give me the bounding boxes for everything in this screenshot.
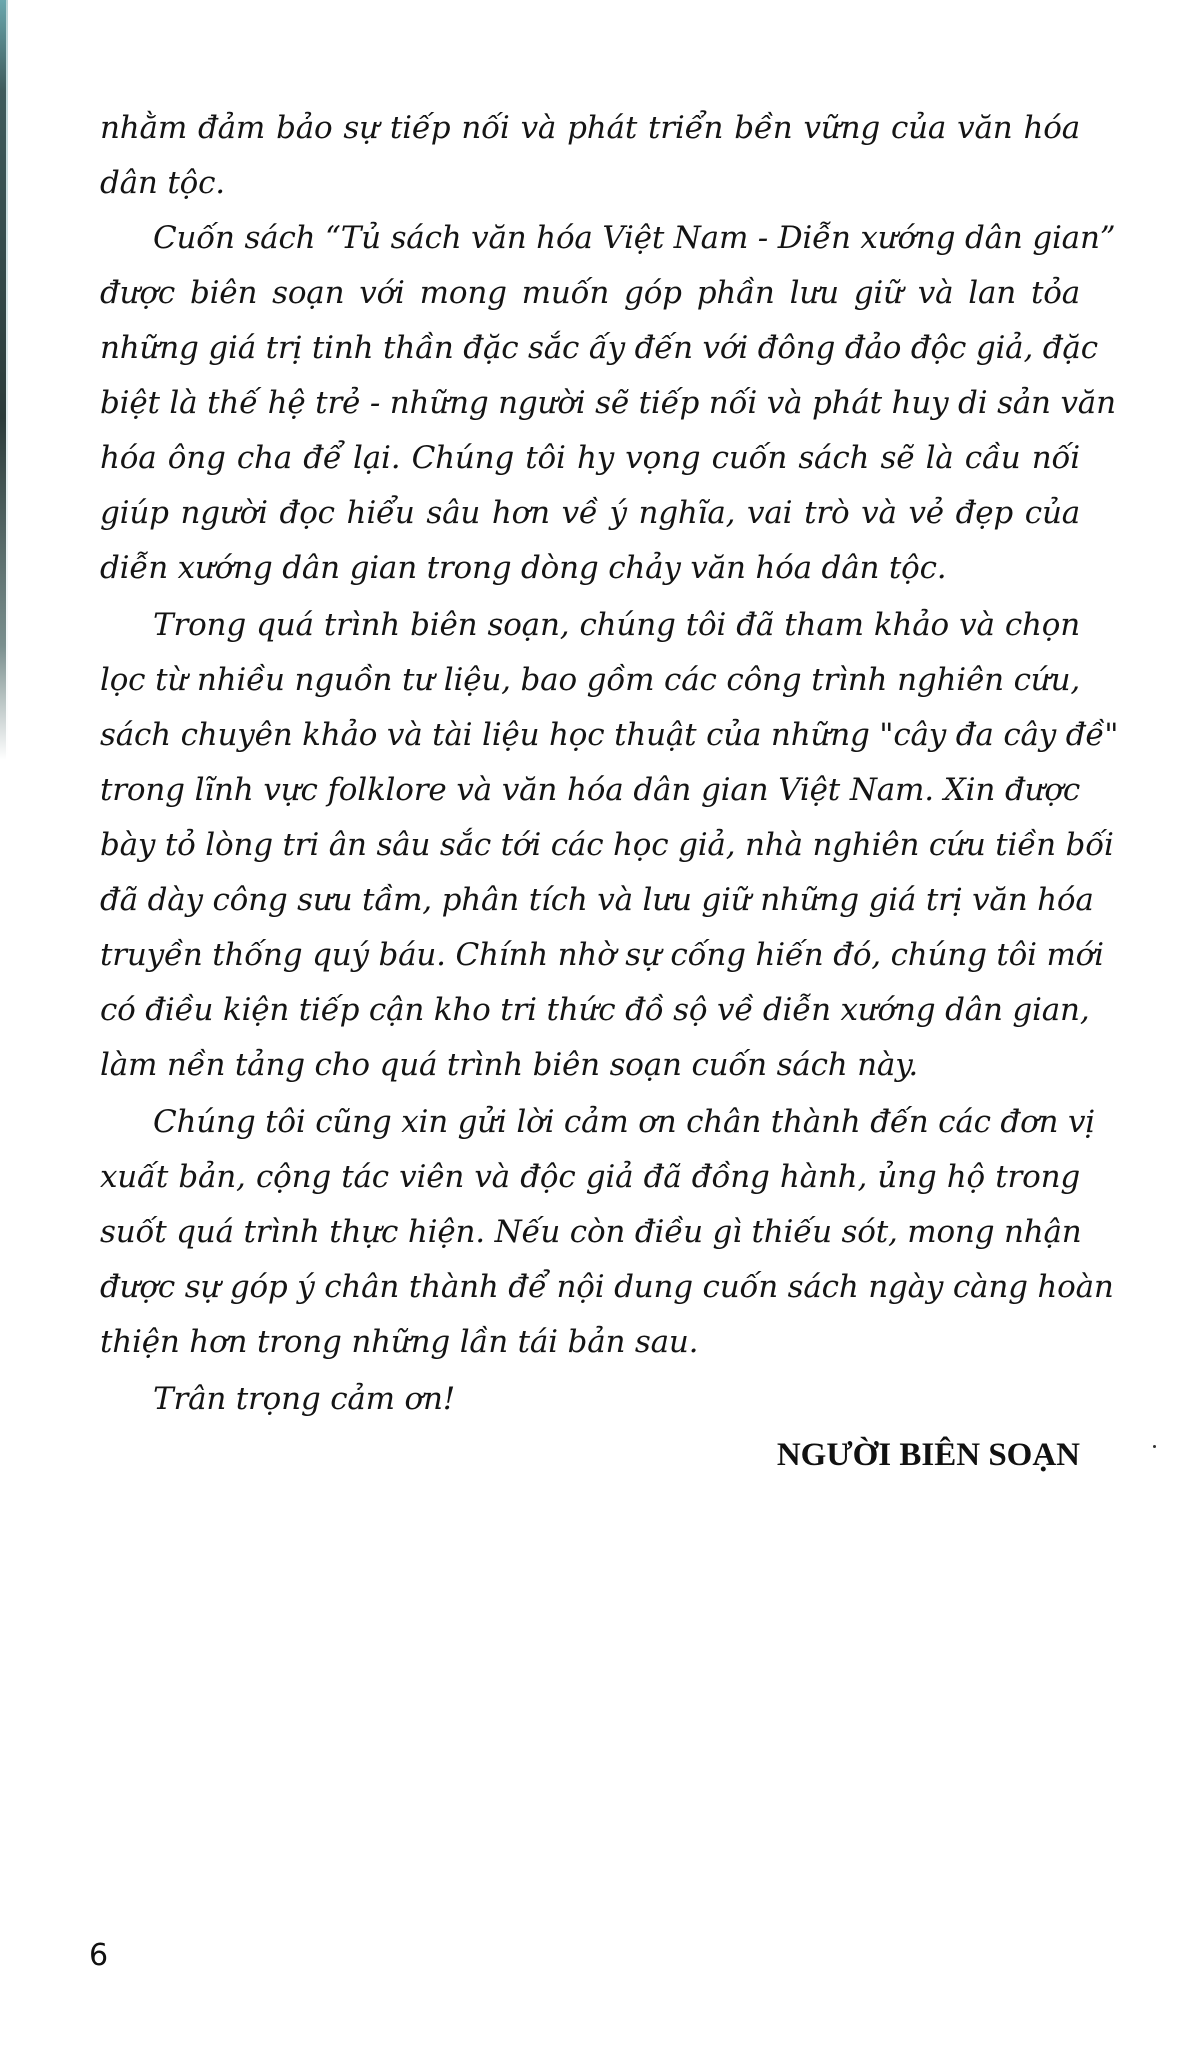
text-line: Trong quá trình biên soạn, chúng tôi đã tham khảo và chọn [153, 607, 1080, 643]
closing-line: Trân trọng cảm ơn! [153, 1381, 455, 1417]
text-line: Chúng tôi cũng xin gửi lời cảm ơn chân thành đến các đơn vị [153, 1104, 1095, 1140]
text-line: dân tộc. [100, 165, 225, 201]
text-line: thiện hơn trong những lần tái bản sau. [100, 1324, 699, 1360]
text-line: nhằm đảm bảo sự tiếp nối và phát triển bền vững của văn hóa [100, 110, 1080, 146]
text-line: biệt là thế hệ trẻ - những người sẽ tiếp nối và phát huy di sản văn [100, 385, 1116, 421]
text-line: hóa ông cha để lại. Chúng tôi hy vọng cuốn sách sẽ là cầu nối [100, 440, 1080, 476]
text-line: làm nền tảng cho quá trình biên soạn cuốn sách này. [100, 1047, 919, 1083]
text-line: có điều kiện tiếp cận kho tri thức đồ sộ về diễn xướng dân gian, [100, 992, 1090, 1028]
text-line: đã dày công sưu tầm, phân tích và lưu giữ những giá trị văn hóa [100, 882, 1094, 918]
text-line: suốt quá trình thực hiện. Nếu còn điều gì thiếu sót, mong nhận [100, 1214, 1082, 1250]
page-number: 6 [89, 1938, 109, 1973]
scan-speck [1153, 1445, 1156, 1448]
text-line: được biên soạn với mong muốn góp phần lưu giữ và lan tỏa [100, 275, 1080, 311]
text-line: lọc từ nhiều nguồn tư liệu, bao gồm các công trình nghiên cứu, [100, 662, 1080, 698]
signature: NGƯỜI BIÊN SOẠN [776, 1437, 1080, 1473]
text-line: Cuốn sách “Tủ sách văn hóa Việt Nam - Diễn xướng dân gian” [153, 220, 1116, 256]
text-line: diễn xướng dân gian trong dòng chảy văn hóa dân tộc. [100, 550, 947, 586]
text-line: bày tỏ lòng tri ân sâu sắc tới các học giả, nhà nghiên cứu tiền bối [100, 827, 1114, 863]
text-line: giúp người đọc hiểu sâu hơn về ý nghĩa, vai trò và vẻ đẹp của [100, 495, 1080, 531]
text-line: những giá trị tinh thần đặc sắc ấy đến với đông đảo độc giả, đặc [100, 330, 1098, 366]
text-line: xuất bản, cộng tác viên và độc giả đã đồng hành, ủng hộ trong [100, 1159, 1080, 1195]
text-line: truyền thống quý báu. Chính nhờ sự cống hiến đó, chúng tôi mới [100, 937, 1104, 973]
text-line: được sự góp ý chân thành để nội dung cuốn sách ngày càng hoàn [100, 1269, 1114, 1305]
text-line: sách chuyên khảo và tài liệu học thuật của những "cây đa cây đề" [100, 717, 1119, 753]
book-spine-edge [0, 0, 6, 760]
text-line: trong lĩnh vực folklore và văn hóa dân gian Việt Nam. Xin được [100, 772, 1080, 808]
